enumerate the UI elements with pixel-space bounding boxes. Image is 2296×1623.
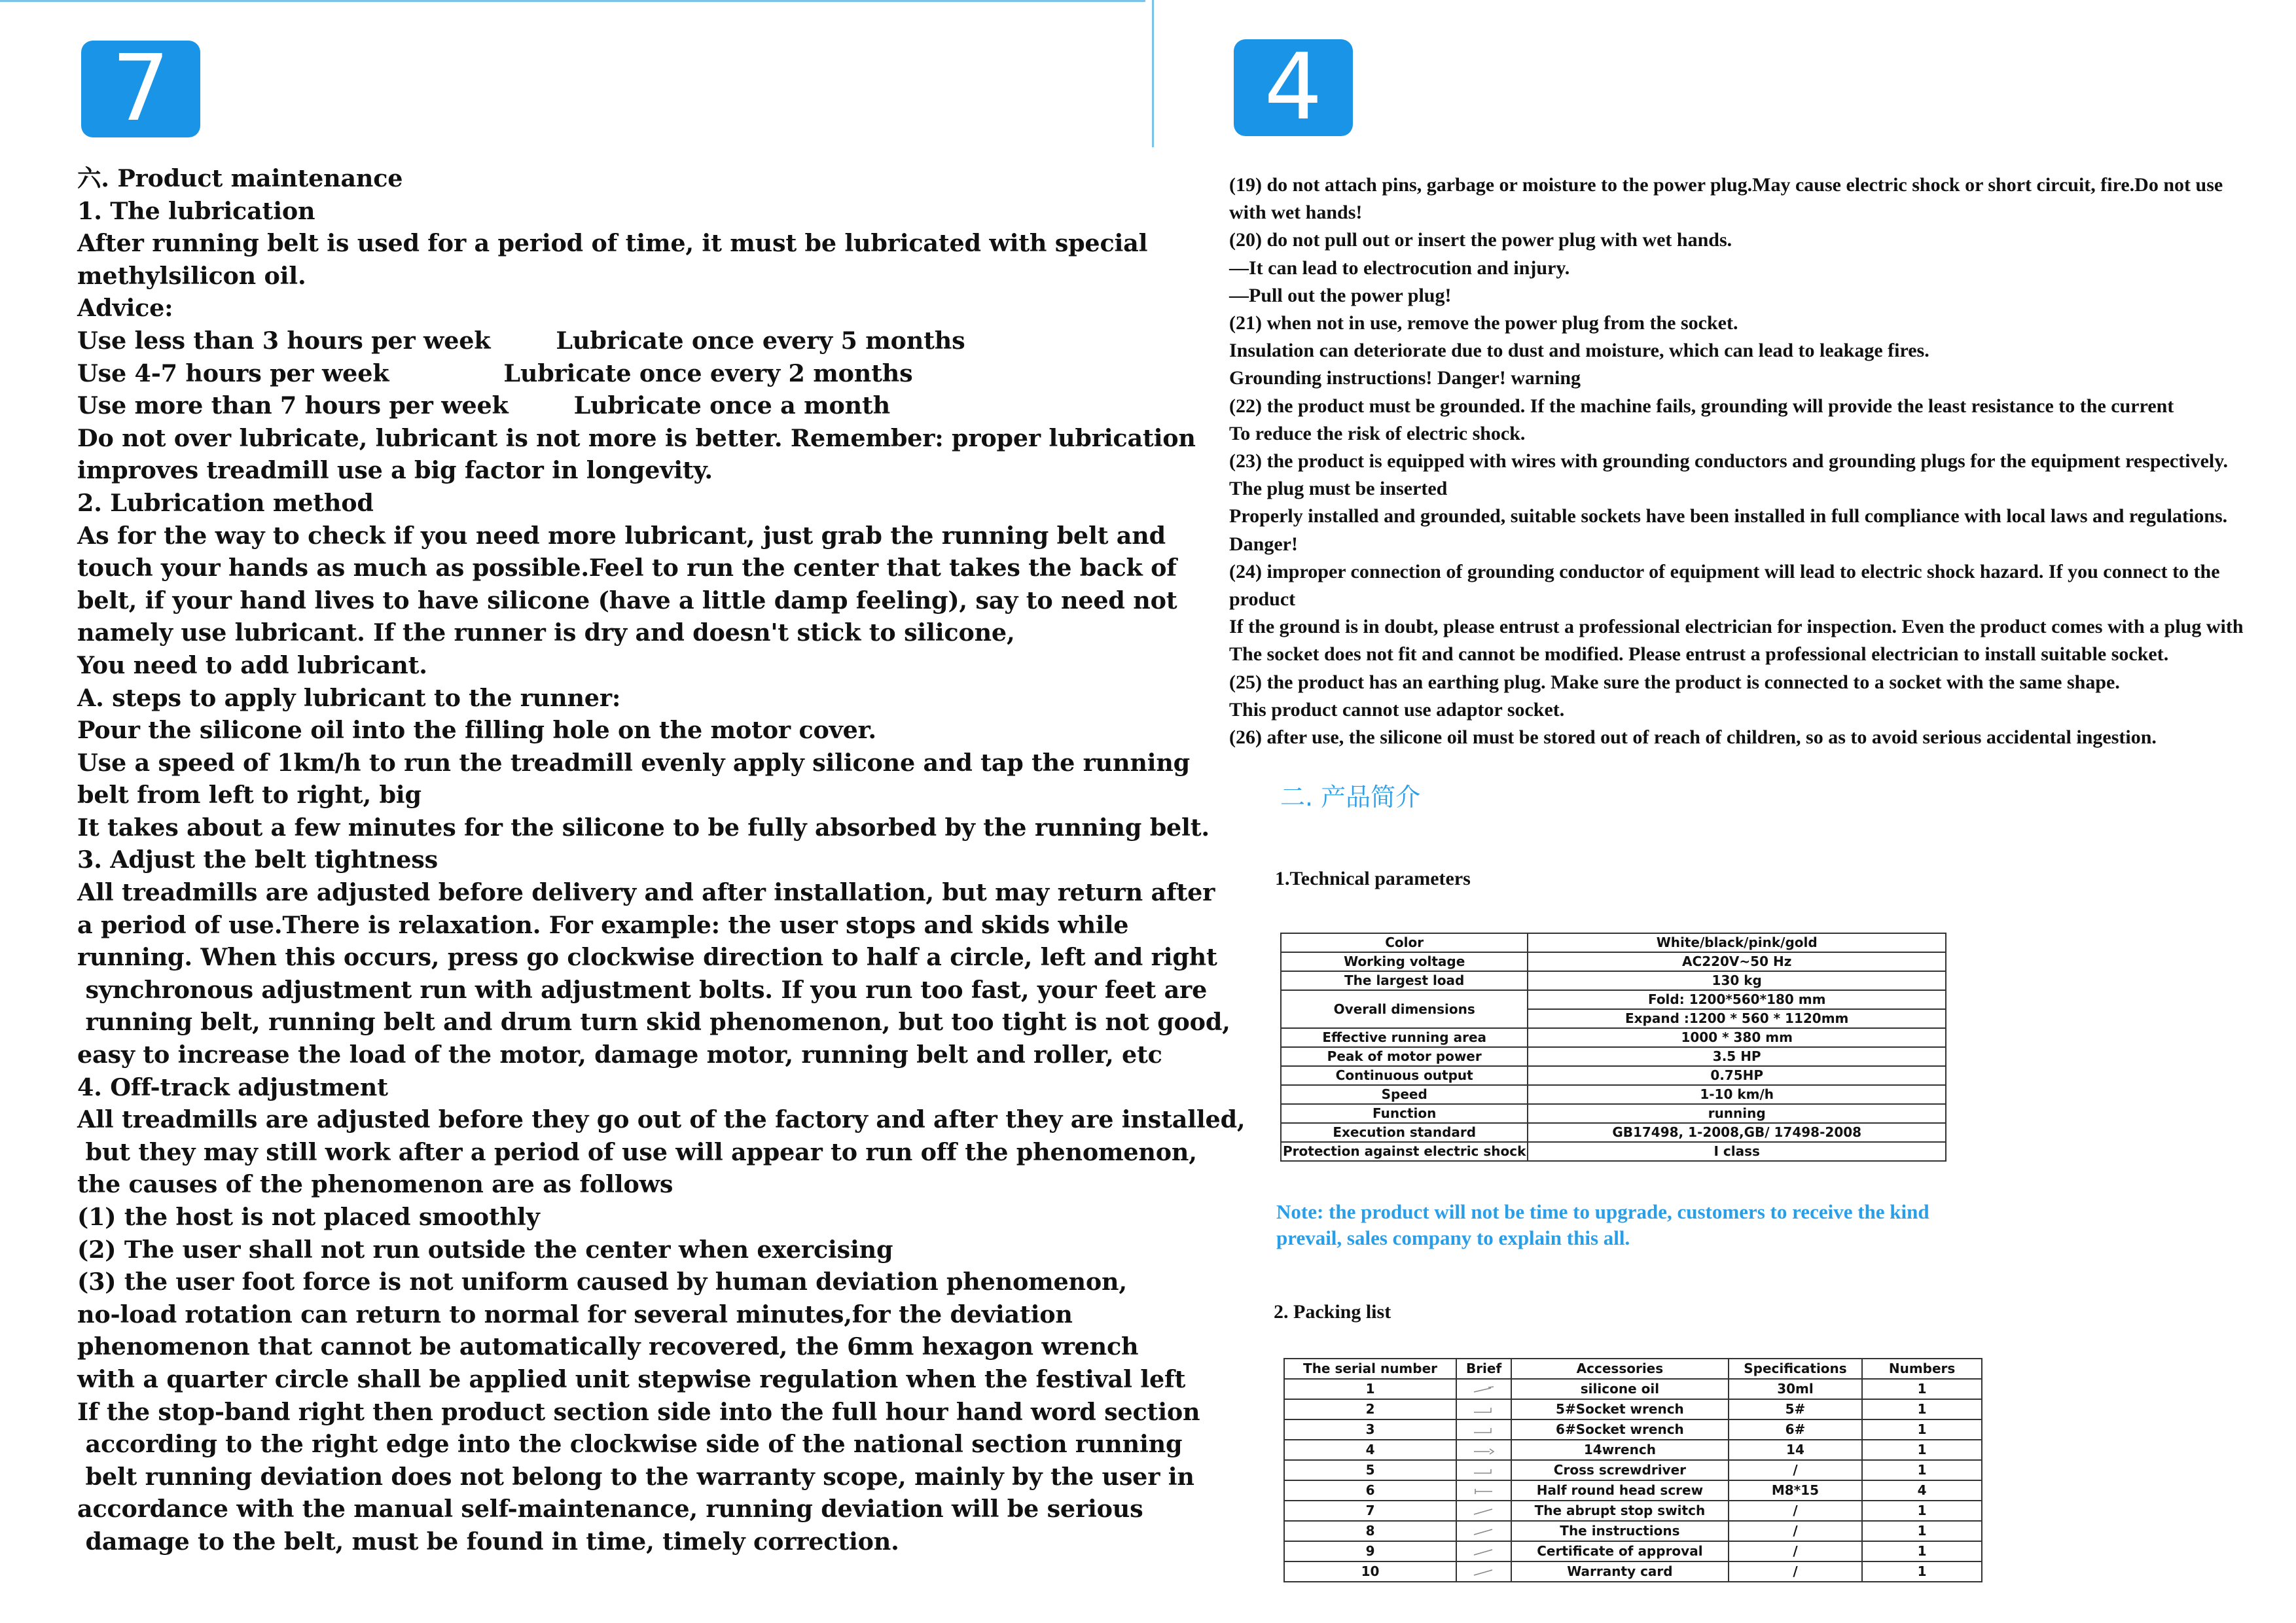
specification-cell: 6# — [1729, 1419, 1862, 1440]
note-line: Note: the product will not be time to upgrade, customers to receive the kind — [1276, 1200, 1929, 1223]
text-line: (23) the product is equipped with wires with grounding conductors and grounding plugs for the equipment respectively. — [1229, 450, 2229, 473]
text-line: It takes about a few minutes for the silicone to be fully absorbed by the running belt. — [77, 813, 1210, 842]
brief-cell — [1456, 1541, 1511, 1561]
brief-cell — [1456, 1460, 1511, 1480]
parameter-value: GB17498, 1-2008,GB/ 17498-2008 — [1528, 1123, 1946, 1142]
serial-number-cell: 1 — [1284, 1379, 1456, 1399]
text-line: A. steps to apply lubricant to the runner: — [77, 683, 621, 712]
accessory-cell: Half round head screw — [1511, 1480, 1729, 1501]
specification-cell: M8*15 — [1729, 1480, 1862, 1501]
text-line: (2) The user shall not run outside the center when exercising — [77, 1235, 893, 1264]
maintenance-text — [77, 162, 1246, 1558]
oil-bottle-icon — [1471, 1381, 1496, 1397]
quantity-cell: 1 — [1862, 1541, 1982, 1561]
text-line: The socket does not fit and cannot be modified. Please entrust a professional electrician to install suitable socket. — [1229, 643, 2169, 666]
text-line: All treadmills are adjusted before they go out of the factory and after they are installed, — [77, 1105, 1246, 1134]
column-header: Numbers — [1862, 1359, 1982, 1379]
text-line: (22) the product must be grounded. If the machine fails, grounding will provide the least resistance to the current — [1229, 395, 2174, 417]
parameter-value: White/black/pink/gold — [1528, 933, 1946, 952]
brief-cell — [1456, 1561, 1511, 1582]
packing-list-heading: 2. Packing list — [1274, 1301, 1391, 1323]
brief-cell — [1456, 1379, 1511, 1399]
parameter-value: 1000 * 380 mm — [1528, 1028, 1946, 1047]
accessory-cell: 6#Socket wrench — [1511, 1419, 1729, 1440]
page-number-badge — [81, 35, 200, 142]
table-row — [1281, 1142, 1946, 1161]
table-row — [1284, 1501, 1982, 1521]
packing-list-table — [1283, 1358, 1982, 1582]
text-line: —Pull out the power plug! — [1229, 284, 1452, 306]
table-header-row — [1284, 1359, 1982, 1379]
text-line: The plug must be inserted — [1229, 478, 1448, 500]
parameter-label: Working voltage — [1281, 952, 1528, 971]
booklet-icon — [1471, 1523, 1496, 1539]
text-line: damage to the belt, must be found in time, timely correction. — [77, 1527, 899, 1556]
text-line: 4. Off-track adjustment — [77, 1073, 388, 1101]
table-row — [1281, 971, 1946, 990]
serial-number-cell: 4 — [1284, 1440, 1456, 1460]
parameter-value: I class — [1528, 1142, 1946, 1161]
serial-number-cell: 8 — [1284, 1521, 1456, 1541]
column-header: Brief — [1456, 1359, 1511, 1379]
text-line: belt from left to right, big — [77, 781, 422, 810]
page-number: 7 — [111, 35, 170, 142]
accessory-cell: Warranty card — [1511, 1561, 1729, 1582]
text-line: 六. Product maintenance — [77, 164, 403, 192]
text-line: Properly installed and grounded, suitable sockets have been installed in full compliance with local laws and regulations. — [1229, 505, 2228, 527]
text-line: product — [1229, 588, 1296, 611]
table-row — [1281, 1123, 1946, 1142]
text-line: namely use lubricant. If the runner is dry and doesn't stick to silicone, — [77, 618, 1015, 647]
technical-parameters-table — [1280, 933, 1946, 1162]
serial-number-cell: 2 — [1284, 1399, 1456, 1419]
serial-number-cell: 10 — [1284, 1561, 1456, 1582]
quantity-cell: 1 — [1862, 1419, 1982, 1440]
text-line: easy to increase the load of the motor, damage motor, running belt and roller, etc — [77, 1041, 1162, 1069]
accessory-cell: The instructions — [1511, 1521, 1729, 1541]
text-line: (24) improper connection of grounding conductor of equipment will lead to electric shock hazard. If you connect to the — [1229, 560, 2220, 582]
serial-number-cell: 5 — [1284, 1460, 1456, 1480]
quantity-cell: 1 — [1862, 1440, 1982, 1460]
text-line: Pour the silicone oil into the filling hole on the motor cover. — [77, 716, 876, 745]
text-line: touch your hands as much as possible.Feel to run the center that takes the back of — [77, 554, 1177, 582]
parameter-value: AC220V~50 Hz — [1528, 952, 1946, 971]
safety-instructions-text — [1229, 171, 2276, 751]
table-row — [1284, 1480, 1982, 1501]
text-line: All treadmills are adjusted before delivery and after installation, but may return after — [77, 878, 1215, 907]
text-line: Insulation can deteriorate due to dust and moisture, which can lead to leakage fires. — [1229, 340, 1929, 362]
parameter-value: 0.75HP — [1528, 1066, 1946, 1085]
accessory-cell: Cross screwdriver — [1511, 1460, 1729, 1480]
brief-cell — [1456, 1419, 1511, 1440]
column-header: Specifications — [1729, 1359, 1862, 1379]
table-row — [1284, 1379, 1982, 1399]
screw-icon — [1471, 1482, 1496, 1498]
quantity-cell: 1 — [1862, 1460, 1982, 1480]
text-line: Danger! — [1229, 533, 1298, 555]
specification-cell: / — [1729, 1501, 1862, 1521]
text-line: Use less than 3 hours per week Lubricate once every 5 months — [77, 326, 965, 355]
specification-cell: 30ml — [1729, 1379, 1862, 1399]
parameter-label: Execution standard — [1281, 1123, 1528, 1142]
brief-cell — [1456, 1501, 1511, 1521]
card-icon — [1471, 1563, 1496, 1579]
text-line: running. When this occurs, press go clockwise direction to half a circle, left and right — [77, 943, 1217, 972]
text-line: improves treadmill use a big factor in longevity. — [77, 456, 713, 485]
quantity-cell: 1 — [1862, 1521, 1982, 1541]
section-heading: 二. 产品简介 — [1280, 783, 1421, 812]
text-line: This product cannot use adaptor socket. — [1229, 698, 1565, 721]
text-line: If the stop-band right then product section side into the full hour hand word section — [77, 1397, 1200, 1426]
accessory-cell: The abrupt stop switch — [1511, 1501, 1729, 1521]
text-line: As for the way to check if you need more lubricant, just grab the running belt and — [77, 521, 1166, 550]
socket-wrench-icon — [1471, 1421, 1496, 1437]
accessory-cell: silicone oil — [1511, 1379, 1729, 1399]
text-line: Use more than 7 hours per week Lubricate once a month — [77, 391, 891, 420]
table-row — [1284, 1440, 1982, 1460]
parameter-value: Fold: 1200*560*180 mm — [1528, 990, 1946, 1009]
text-line: no-load rotation can return to normal for several minutes,for the deviation — [77, 1300, 1073, 1329]
text-line: Use a speed of 1km/h to run the treadmill evenly apply silicone and tap the running — [77, 748, 1190, 777]
accessory-cell: 5#Socket wrench — [1511, 1399, 1729, 1419]
table-row — [1284, 1561, 1982, 1582]
parameter-value: 130 kg — [1528, 971, 1946, 990]
quantity-cell: 1 — [1862, 1379, 1982, 1399]
text-line: (20) do not pull out or insert the power plug with wet hands. — [1229, 229, 1732, 251]
text-line: (19) do not attach pins, garbage or moisture to the power plug.May cause electric shock or short circuit, fire.Do not use — [1229, 174, 2223, 196]
upgrade-note — [1276, 1199, 1929, 1251]
quantity-cell: 1 — [1862, 1399, 1982, 1419]
text-line: Do not over lubricate, lubricant is not more is better. Remember: proper lubrication — [77, 423, 1196, 452]
text-line: according to the right edge into the clockwise side of the national section running — [77, 1430, 1183, 1459]
text-line: (25) the product has an earthing plug. Make sure the product is connected to a socket with the same shape. — [1229, 671, 2120, 693]
table-row — [1284, 1419, 1982, 1440]
technical-parameters-heading: 1.Technical parameters — [1275, 868, 1471, 889]
column-header: The serial number — [1284, 1359, 1456, 1379]
parameter-label: Color — [1281, 933, 1528, 952]
screwdriver-icon — [1471, 1462, 1496, 1478]
quantity-cell: 1 — [1862, 1561, 1982, 1582]
parameter-value: Expand :1200 * 560 * 1120mm — [1528, 1009, 1946, 1028]
page-number: 4 — [1264, 34, 1323, 141]
specification-cell: / — [1729, 1521, 1862, 1541]
specification-cell: 14 — [1729, 1440, 1862, 1460]
text-line: a period of use.There is relaxation. For example: the user stops and skids while — [77, 910, 1129, 939]
text-line: 1. The lubrication — [77, 196, 315, 225]
text-line: (3) the user foot force is not uniform caused by human deviation phenomenon, — [77, 1268, 1127, 1296]
text-line: (21) when not in use, remove the power plug from the socket. — [1229, 312, 1738, 334]
text-line: 2. Lubrication method — [77, 488, 374, 517]
serial-number-cell: 3 — [1284, 1419, 1456, 1440]
column-header: Accessories — [1511, 1359, 1729, 1379]
table-row — [1281, 1028, 1946, 1047]
table-row — [1281, 933, 1946, 952]
brief-cell — [1456, 1399, 1511, 1419]
text-line: phenomenon that cannot be automatically recovered, the 6mm hexagon wrench — [77, 1332, 1139, 1361]
table-row — [1281, 952, 1946, 971]
serial-number-cell: 6 — [1284, 1480, 1456, 1501]
text-line: methylsilicon oil. — [77, 261, 306, 290]
wrench-icon — [1471, 1442, 1496, 1457]
text-line: belt running deviation does not belong to the warranty scope, mainly by the user in — [77, 1462, 1194, 1491]
text-line: 3. Adjust the belt tightness — [77, 846, 438, 874]
certificate-icon — [1471, 1543, 1496, 1559]
parameter-value: 1-10 km/h — [1528, 1085, 1946, 1104]
specification-cell: 5# — [1729, 1399, 1862, 1419]
parameter-label: Function — [1281, 1104, 1528, 1123]
table-row — [1284, 1399, 1982, 1419]
text-line: If the ground is in doubt, please entrust a professional electrician for inspection. Even the product comes with a plug with — [1229, 616, 2244, 638]
quantity-cell: 1 — [1862, 1501, 1982, 1521]
accessory-cell: 14wrench — [1511, 1440, 1729, 1460]
text-line: Use 4-7 hours per week Lubricate once every 2 months — [77, 359, 913, 387]
text-line: (26) after use, the silicone oil must be stored out of reach of children, so as to avoid serious accidental ingestion. — [1229, 726, 2157, 749]
text-line: but they may still work after a period of use will appear to run off the phenomenon, — [77, 1137, 1197, 1166]
parameter-label: The largest load — [1281, 971, 1528, 990]
parameter-label: Protection against electric shock — [1281, 1142, 1528, 1161]
parameter-label: Overall dimensions — [1281, 990, 1528, 1028]
table-row — [1281, 990, 1946, 1009]
serial-number-cell: 9 — [1284, 1541, 1456, 1561]
text-line: with a quarter circle shall be applied unit stepwise regulation when the festival left — [77, 1364, 1186, 1393]
stop-switch-icon — [1471, 1503, 1496, 1518]
text-line: belt, if your hand lives to have silicone (have a little damp feeling), say to need not — [77, 586, 1177, 615]
text-line: running belt, running belt and drum turn skid phenomenon, but too tight is not good, — [77, 1008, 1230, 1037]
text-line: synchronous adjustment run with adjustment bolts. If you run too fast, your feet are — [77, 975, 1208, 1004]
specification-cell: / — [1729, 1460, 1862, 1480]
text-line: You need to add lubricant. — [77, 651, 427, 679]
parameter-value: running — [1528, 1104, 1946, 1123]
text-line: —It can lead to electrocution and injury. — [1229, 257, 1570, 279]
text-line: accordance with the manual self-maintenance, running deviation will be serious — [77, 1495, 1143, 1524]
text-line: To reduce the risk of electric shock. — [1229, 422, 1526, 444]
brief-cell — [1456, 1521, 1511, 1541]
parameter-value: 3.5 HP — [1528, 1047, 1946, 1066]
specification-cell: / — [1729, 1541, 1862, 1561]
table-row — [1281, 1104, 1946, 1123]
accessory-cell: Certificate of approval — [1511, 1541, 1729, 1561]
text-line: with wet hands! — [1229, 202, 1363, 224]
brief-cell — [1456, 1480, 1511, 1501]
brief-cell — [1456, 1440, 1511, 1460]
text-line: (1) the host is not placed smoothly — [77, 1203, 540, 1231]
serial-number-cell: 7 — [1284, 1501, 1456, 1521]
text-line: the causes of the phenomenon are as follows — [77, 1170, 673, 1199]
parameter-label: Speed — [1281, 1085, 1528, 1104]
table-row — [1281, 1047, 1946, 1066]
table-row — [1284, 1460, 1982, 1480]
specification-cell: / — [1729, 1561, 1862, 1582]
parameter-label: Effective running area — [1281, 1028, 1528, 1047]
page-number-badge — [1234, 34, 1353, 141]
parameter-label: Peak of motor power — [1281, 1047, 1528, 1066]
table-row — [1284, 1521, 1982, 1541]
parameter-label: Continuous output — [1281, 1066, 1528, 1085]
note-line: prevail, sales company to explain this all. — [1276, 1226, 1630, 1249]
text-line: Grounding instructions! Danger! warning — [1229, 367, 1581, 389]
text-line: Advice: — [77, 294, 173, 323]
table-row — [1281, 1085, 1946, 1104]
text-line: After running belt is used for a period of time, it must be lubricated with special — [77, 229, 1148, 258]
table-row — [1284, 1541, 1982, 1561]
socket-wrench-icon — [1471, 1401, 1496, 1417]
quantity-cell: 4 — [1862, 1480, 1982, 1501]
table-row — [1281, 1066, 1946, 1085]
